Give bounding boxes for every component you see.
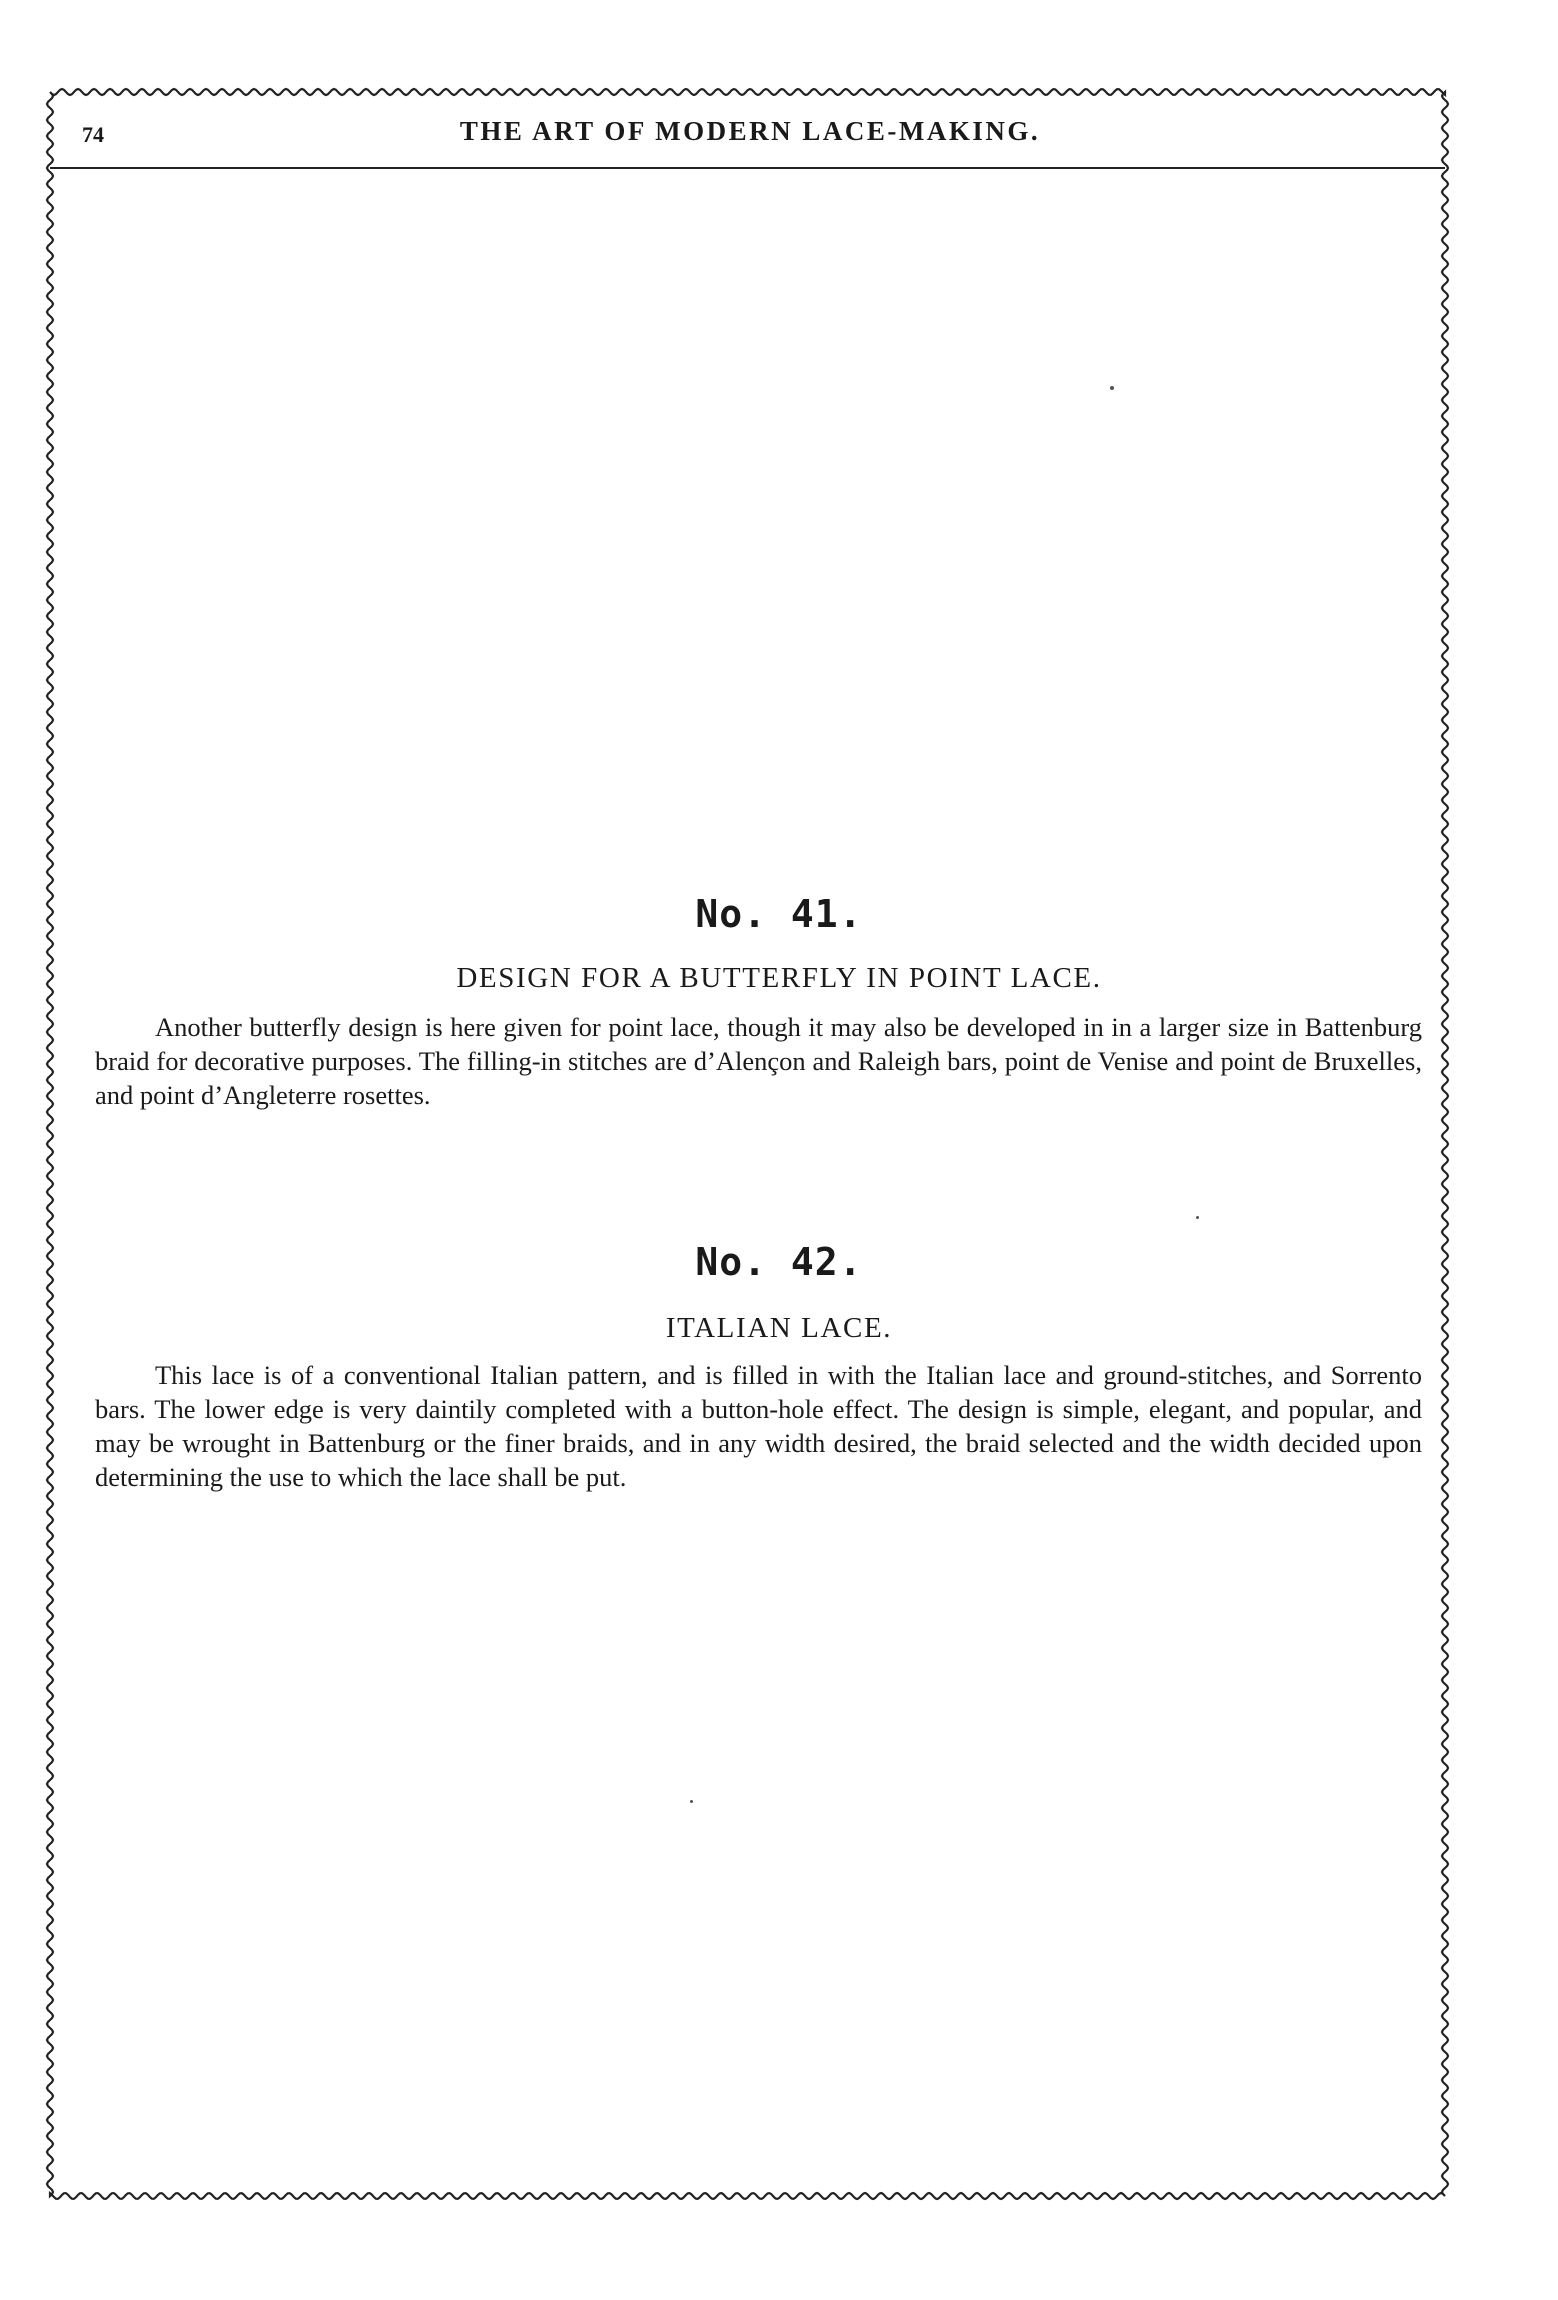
section-41-body: Another butterfly design is here given for point lace, though it may also be developed in in a larger size in Battenburg braid for decorative purposes. The filling-in stitches are d’Alençon and Raleigh bars, point de Venise and point de Bruxelles, and point d’Angleterre rosettes.: [95, 1012, 1422, 1110]
running-head-title: THE ART OF MODERN LACE-MAKING.: [459, 116, 1041, 146]
section-41-number: No. 41.: [695, 892, 863, 936]
section-42-number: No. 42.: [695, 1240, 863, 1284]
wavy-frame: [47, 89, 1448, 2199]
running-header: [60, 112, 1440, 156]
section-41-heading: DESIGN FOR A BUTTERFLY IN POINT LACE.: [456, 962, 1102, 994]
header-rule: [50, 167, 1445, 169]
section-42-body: This lace is of a conventional Italian pattern, and is filled in with the Italian lace and ground-stitches, and Sorrento bars. The lower edge is very daintily completed with a button-hole effect. The design is simple, elegant, and popular, and may be wrought in Battenburg or the finer braids, and in any width desired, the braid selected and the width decided upon determining the use to which the lace shall be put.: [95, 1360, 1422, 1492]
page-number: 74: [82, 122, 104, 147]
print-speck: [1110, 386, 1114, 390]
print-speck: [1196, 1216, 1199, 1219]
print-speck: [690, 1800, 693, 1803]
section-42-heading: ITALIAN LACE.: [665, 1312, 893, 1344]
